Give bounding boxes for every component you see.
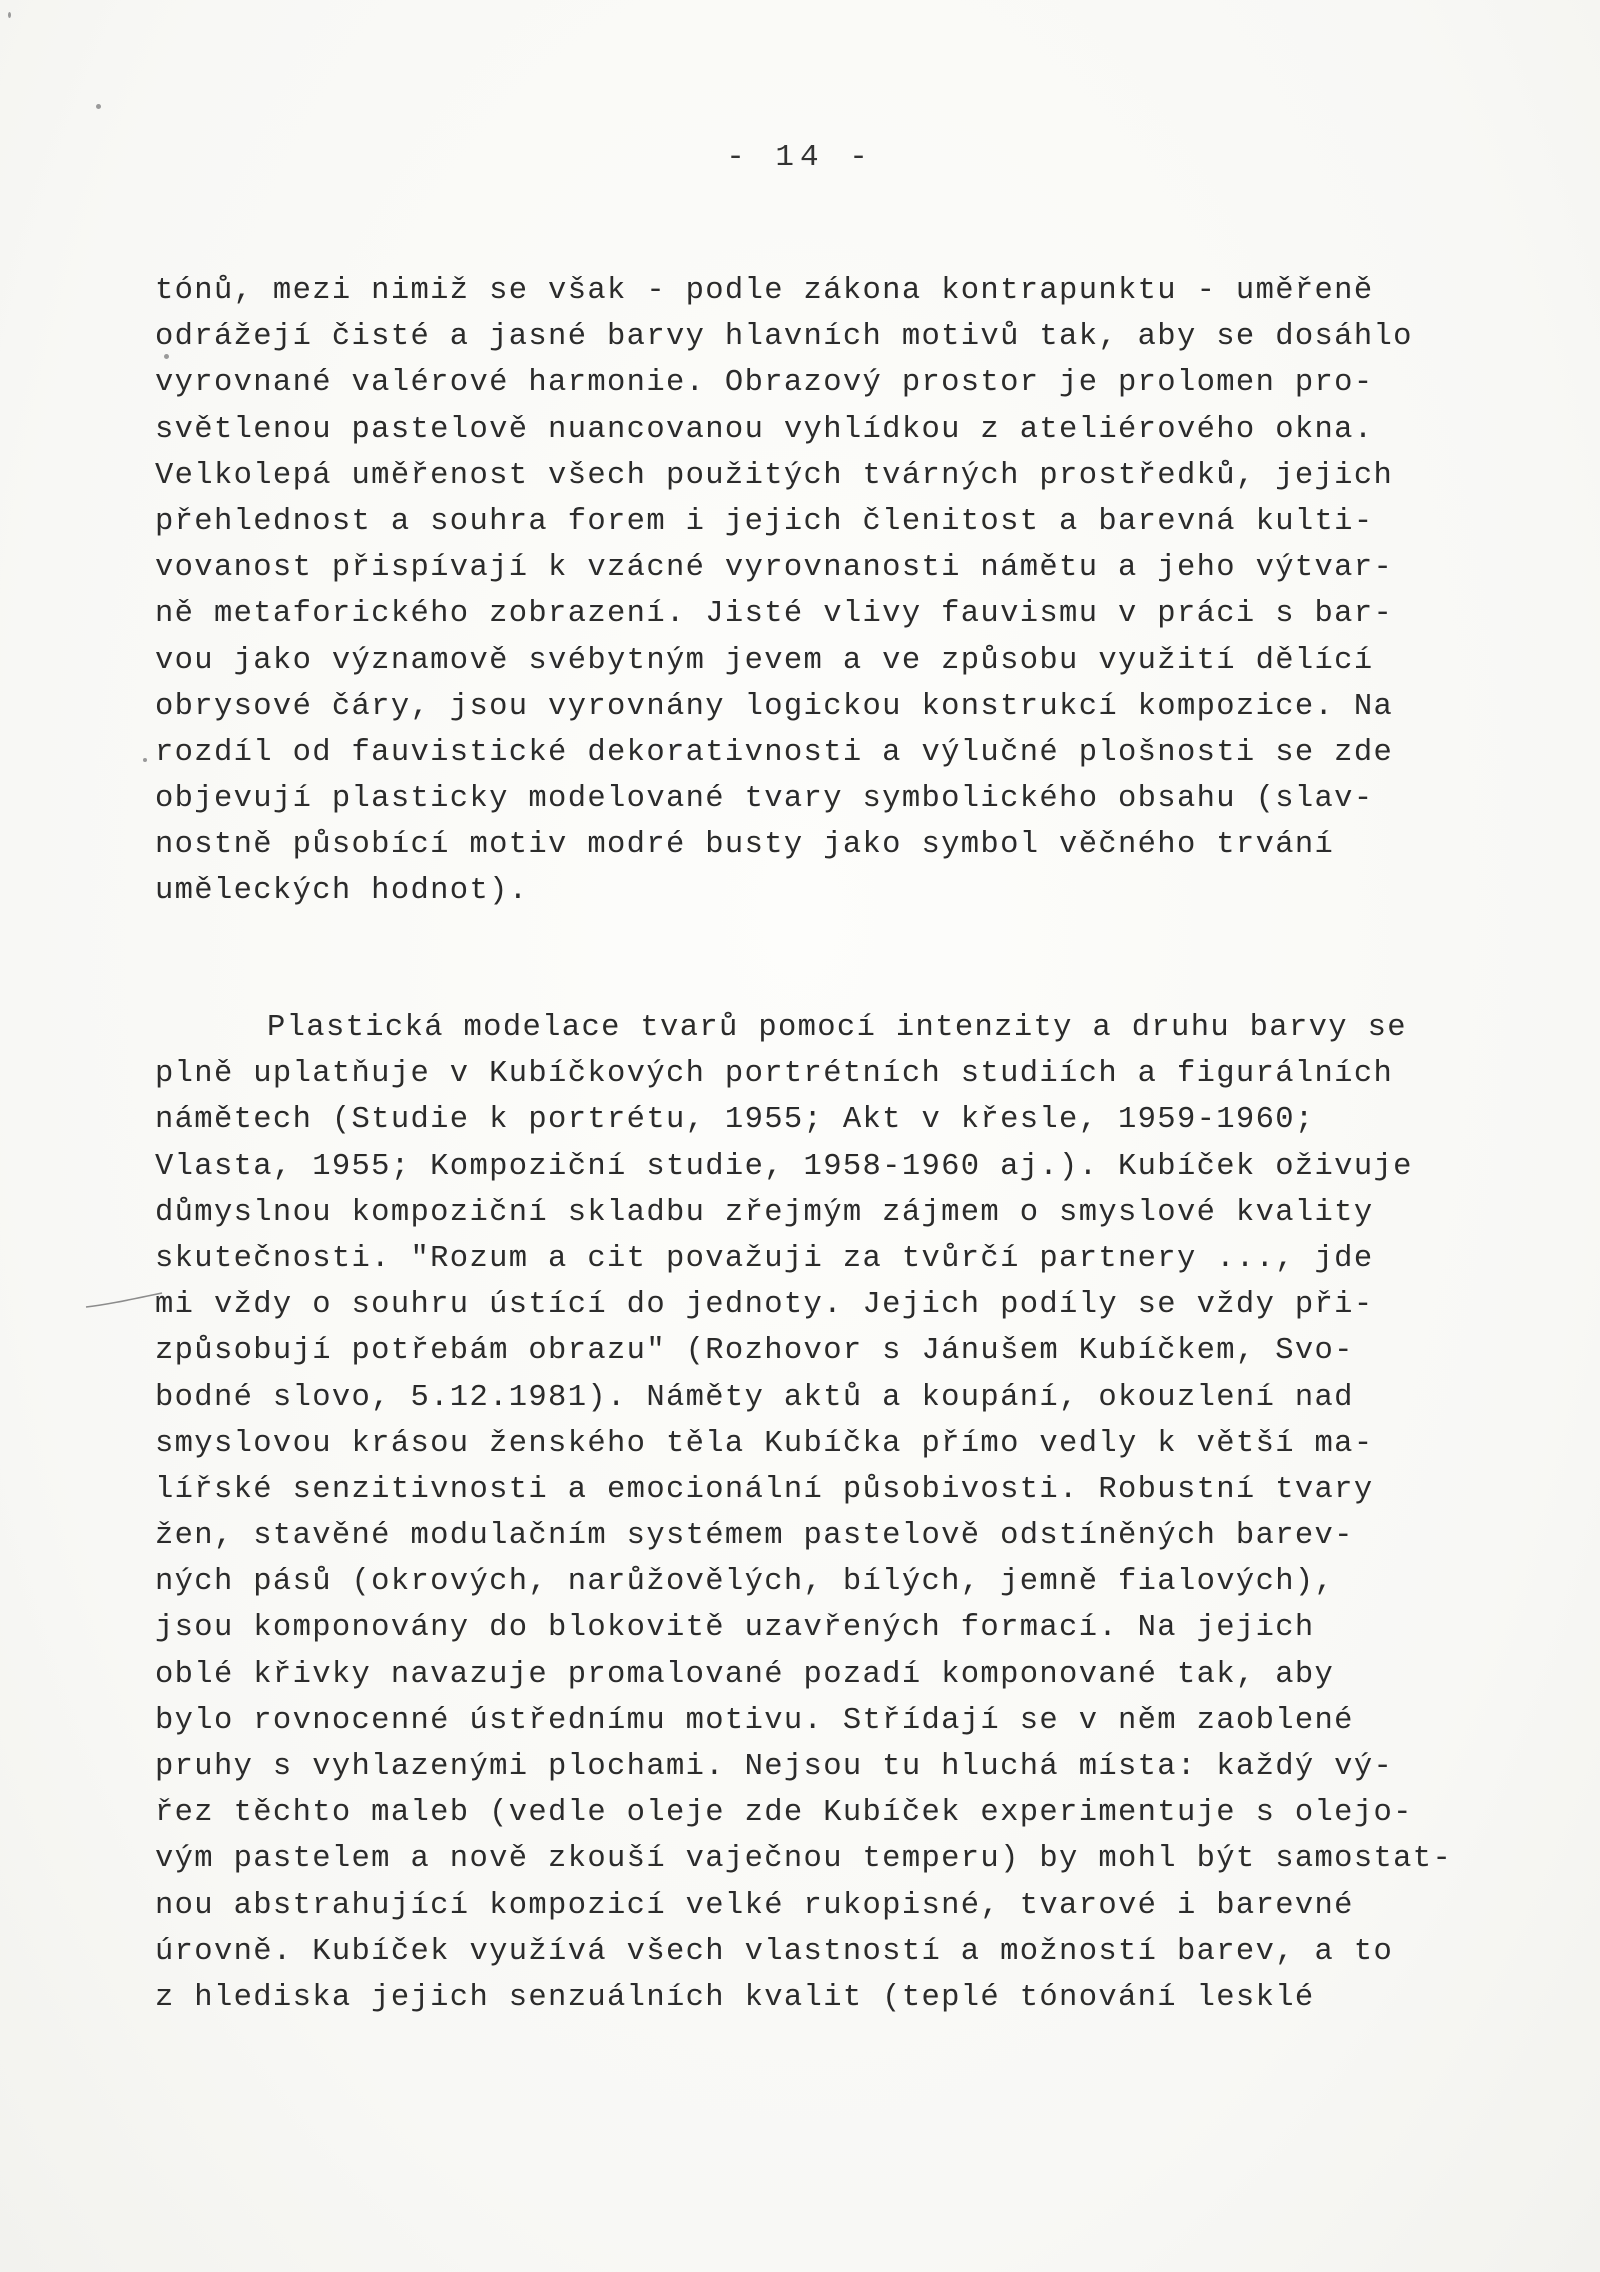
text-line: plně uplatňuje v Kubíčkových portrétních studiích a figurálních (155, 1057, 1394, 1092)
text-line: objevují plasticky modelované tvary symbolického obsahu (slav- (155, 782, 1374, 817)
paragraph-2 (155, 1005, 1485, 2021)
text-line: nou abstrahující kompozicí velké rukopisné, tvarové i barevné (155, 1888, 1354, 1923)
text-line: z hlediska jejich senzuálních kvalit (teplé tónování lesklé (155, 1980, 1315, 2015)
text-line: způsobují potřebám obrazu" (Rozhovor s Jánušem Kubíčkem, Svo- (155, 1334, 1354, 1369)
text-line: ných pásů (okrových, narůžovělých, bílých, jemně fialových), (155, 1565, 1335, 1600)
text-line: nostně působící motiv modré busty jako symbol věčného trvání (155, 828, 1335, 863)
text-line: lířské senzitivnosti a emocionální působivosti. Robustní tvary (155, 1472, 1374, 1507)
text-line: mi vždy o souhru ústící do jednoty. Jejich podíly se vždy při- (155, 1288, 1374, 1323)
text-line: uměleckých hodnot). (155, 874, 529, 909)
text-line: žen, stavěné modulačním systémem pastelově odstíněných barev- (155, 1519, 1354, 1554)
text-line: bylo rovnocenné ústřednímu motivu. Střídají se v něm zaoblené (155, 1703, 1354, 1738)
text-line: přehlednost a souhra forem i jejich členitost a barevná kulti- (155, 504, 1374, 539)
text-line: Plastická modelace tvarů pomocí intenzity a druhu barvy se (267, 1011, 1407, 1045)
text-line: důmyslnou kompoziční skladbu zřejmým zájmem o smyslové kvality (155, 1195, 1374, 1230)
text-line: Velkolepá uměřenost všech použitých tvárných prostředků, jejich (155, 458, 1394, 493)
text-line: tónů, mezi nimiž se však - podle zákona kontrapunktu - uměřeně (155, 274, 1374, 308)
text-line: skutečnosti. "Rozum a cit považuji za tvůrčí partnery ..., jde (155, 1241, 1374, 1276)
text-line: oblé křivky navazuje promalované pozadí komponované tak, aby (155, 1657, 1335, 1692)
paper-speck (96, 104, 101, 109)
paragraph-1 (155, 268, 1485, 915)
paper-speck (143, 758, 147, 762)
page-number: - 14 - (726, 140, 874, 175)
text-line: vovanost přispívají k vzácné vyrovnanosti námětu a jeho výtvar- (155, 551, 1394, 586)
text-line: jsou komponovány do blokovitě uzavřených formací. Na jejich (155, 1611, 1315, 1646)
text-line: námětech (Studie k portrétu, 1955; Akt v křesle, 1959-1960; (155, 1103, 1315, 1138)
text-line: smyslovou krásou ženského těla Kubíčka přímo vedly k větší ma- (155, 1426, 1374, 1461)
text-line: vým pastelem a nově zkouší vaječnou temperu) by mohl být samostat- (155, 1842, 1453, 1877)
text-line: světlenou pastelově nuancovanou vyhlídkou z ateliérového okna. (155, 412, 1374, 447)
text-line: pruhy s vyhlazenými plochami. Nejsou tu hluchá místa: každý vý- (155, 1750, 1394, 1784)
text-line: rozdíl od fauvistické dekorativnosti a výlučné plošnosti se zde (155, 735, 1394, 770)
text-line: obrysové čáry, jsou vyrovnány logickou konstrukcí kompozice. Na (155, 689, 1394, 724)
text-line: odrážejí čisté a jasné barvy hlavních motivů tak, aby se dosáhlo (155, 320, 1413, 355)
text-line: Vlasta, 1955; Kompoziční studie, 1958-1960 aj.). Kubíček oživuje (155, 1149, 1413, 1184)
paper-speck (8, 12, 11, 18)
text-line: řez těchto maleb (vedle oleje zde Kubíček experimentuje s olejo- (155, 1796, 1413, 1831)
text-line: ně metaforického zobrazení. Jisté vlivy fauvismu v práci s bar- (155, 597, 1394, 632)
pencil-margin-mark (84, 1289, 164, 1311)
text-line: bodné slovo, 5.12.1981). Náměty aktů a koupání, okouzlení nad (155, 1380, 1354, 1415)
text-line: úrovně. Kubíček využívá všech vlastností a možností barev, a to (155, 1934, 1394, 1969)
text-line: vyrovnané valérové harmonie. Obrazový prostor je prolomen pro- (155, 366, 1374, 401)
paper-speck (164, 354, 169, 359)
text-line: vou jako významově svébytným jevem a ve způsobu využití dělící (155, 643, 1374, 678)
